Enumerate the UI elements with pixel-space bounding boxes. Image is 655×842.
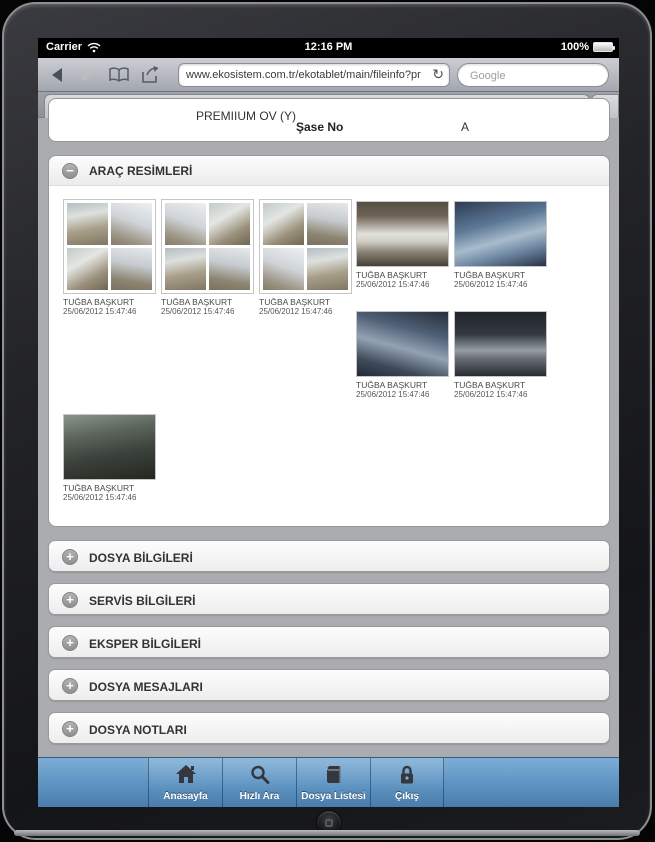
photo-caption: TUĞBA BAŞKURT: [63, 297, 135, 307]
battery-icon: [593, 42, 613, 52]
collage-cell: [67, 248, 108, 290]
share-icon[interactable]: [140, 65, 162, 85]
vehicle-photo-collage[interactable]: [161, 199, 254, 294]
nav-label: Dosya Listesi: [301, 791, 366, 802]
clock: 12:16 PM: [304, 41, 353, 53]
collage-cell: [209, 203, 250, 245]
photo-thumb-6[interactable]: [356, 311, 449, 400]
collage-cell: [307, 248, 348, 290]
nav-file-list-button[interactable]: [296, 758, 370, 807]
nav-search-button[interactable]: [222, 758, 296, 807]
google-search-field[interactable]: [457, 63, 609, 87]
nav-button-band: [148, 758, 444, 807]
photo-caption: TUĞBA BAŞKURT: [161, 297, 233, 307]
collage-cell: [263, 203, 304, 245]
browser-toolbar: [38, 58, 619, 92]
google-search-input[interactable]: [470, 65, 600, 87]
collage-cell: [67, 203, 108, 245]
address-input[interactable]: [186, 64, 426, 86]
collage-cell: [111, 248, 152, 290]
vehicle-photo[interactable]: [454, 201, 547, 267]
chassis-label: Şase No: [296, 120, 344, 134]
expand-icon[interactable]: +: [62, 678, 78, 694]
home-button-square-icon: [325, 819, 333, 827]
lock-icon: [397, 764, 417, 785]
photo-date: 25/06/2012 15:47:46: [259, 307, 333, 316]
battery-percent: 100%: [560, 41, 589, 53]
photo-caption: TUĞBA BAŞKURT: [63, 483, 135, 493]
vehicle-photo[interactable]: [356, 201, 449, 267]
accordion-dosya-bilgileri[interactable]: [48, 540, 610, 572]
photo-caption: TUĞBA BAŞKURT: [356, 270, 428, 280]
photo-thumb-4[interactable]: [356, 201, 449, 290]
screen: [38, 38, 619, 807]
photo-thumb-5[interactable]: [454, 201, 547, 290]
expand-icon[interactable]: +: [62, 721, 78, 737]
forward-icon[interactable]: [78, 66, 96, 84]
expand-icon[interactable]: +: [62, 549, 78, 565]
address-bar[interactable]: [178, 63, 450, 87]
reload-icon[interactable]: ↻: [432, 66, 444, 82]
nav-label: Hızlı Ara: [239, 791, 280, 802]
collage-cell: [209, 248, 250, 290]
accordion-dosya-notlari[interactable]: [48, 712, 610, 744]
collage-cell: [263, 248, 304, 290]
photo-thumb-3[interactable]: [259, 199, 352, 317]
vehicle-info-panel: [48, 98, 610, 142]
vehicle-photo[interactable]: [63, 414, 156, 480]
vehicle-photo-collage[interactable]: [63, 199, 156, 294]
book-icon: [324, 764, 344, 785]
photo-thumb-8[interactable]: [63, 414, 156, 503]
chassis-value: A: [461, 120, 470, 134]
accordion-label: EKSPER BİLGİLERİ: [89, 637, 202, 651]
vehicle-photo[interactable]: [454, 311, 547, 377]
vehicle-photo-collage[interactable]: [259, 199, 352, 294]
nav-logout-button[interactable]: [370, 758, 444, 807]
images-section-title: ARAÇ RESİMLERİ: [89, 164, 193, 178]
photo-date: 25/06/2012 15:47:46: [63, 493, 137, 502]
expand-icon[interactable]: +: [62, 592, 78, 608]
carrier-label: Carrier: [46, 41, 83, 53]
photo-caption: TUĞBA BAŞKURT: [259, 297, 331, 307]
nav-label: Çıkış: [395, 791, 419, 802]
photo-thumb-1[interactable]: [63, 199, 156, 317]
expand-icon[interactable]: +: [62, 635, 78, 651]
photo-caption: TUĞBA BAŞKURT: [356, 380, 428, 390]
photo-date: 25/06/2012 15:47:46: [63, 307, 137, 316]
accordion-label: SERVİS BİLGİLERİ: [89, 594, 196, 608]
search-icon: [249, 764, 270, 785]
home-icon: [175, 764, 197, 784]
vehicle-images-panel: [48, 155, 610, 527]
accordion-servis-bilgileri[interactable]: [48, 583, 610, 615]
accordion-label: DOSYA NOTLARI: [89, 723, 187, 737]
vehicle-photo[interactable]: [356, 311, 449, 377]
accordion-label: DOSYA BİLGİLERİ: [89, 551, 193, 565]
vehicle-model: PREMIIUM OV (Y): [196, 109, 297, 123]
photo-caption: TUĞBA BAŞKURT: [454, 270, 526, 280]
photo-date: 25/06/2012 15:47:46: [454, 280, 528, 289]
photo-caption: TUĞBA BAŞKURT: [454, 380, 526, 390]
nav-home-button[interactable]: [148, 758, 222, 807]
collage-cell: [307, 203, 348, 245]
ipad-frame: [2, 2, 652, 840]
photo-thumb-7[interactable]: [454, 311, 547, 400]
accordion-label: DOSYA MESAJLARI: [89, 680, 203, 694]
images-section-header[interactable]: [49, 156, 609, 186]
collage-cell: [165, 248, 206, 290]
collapse-icon[interactable]: −: [62, 163, 78, 179]
photo-date: 25/06/2012 15:47:46: [161, 307, 235, 316]
bookmarks-icon[interactable]: [108, 65, 130, 85]
photo-date: 25/06/2012 15:47:46: [454, 390, 528, 399]
nav-label: Anasayfa: [163, 791, 208, 802]
back-icon[interactable]: [48, 66, 66, 84]
accordion-eksper-bilgileri[interactable]: [48, 626, 610, 658]
photo-thumb-2[interactable]: [161, 199, 254, 317]
accordion-dosya-mesajlari[interactable]: [48, 669, 610, 701]
photo-date: 25/06/2012 15:47:46: [356, 390, 430, 399]
status-bar: [38, 38, 619, 58]
bottom-nav-bar: [38, 757, 619, 807]
collage-cell: [165, 203, 206, 245]
collage-cell: [111, 203, 152, 245]
photo-date: 25/06/2012 15:47:46: [356, 280, 430, 289]
device-bottom-edge: [14, 830, 640, 836]
page-content: [38, 109, 619, 757]
